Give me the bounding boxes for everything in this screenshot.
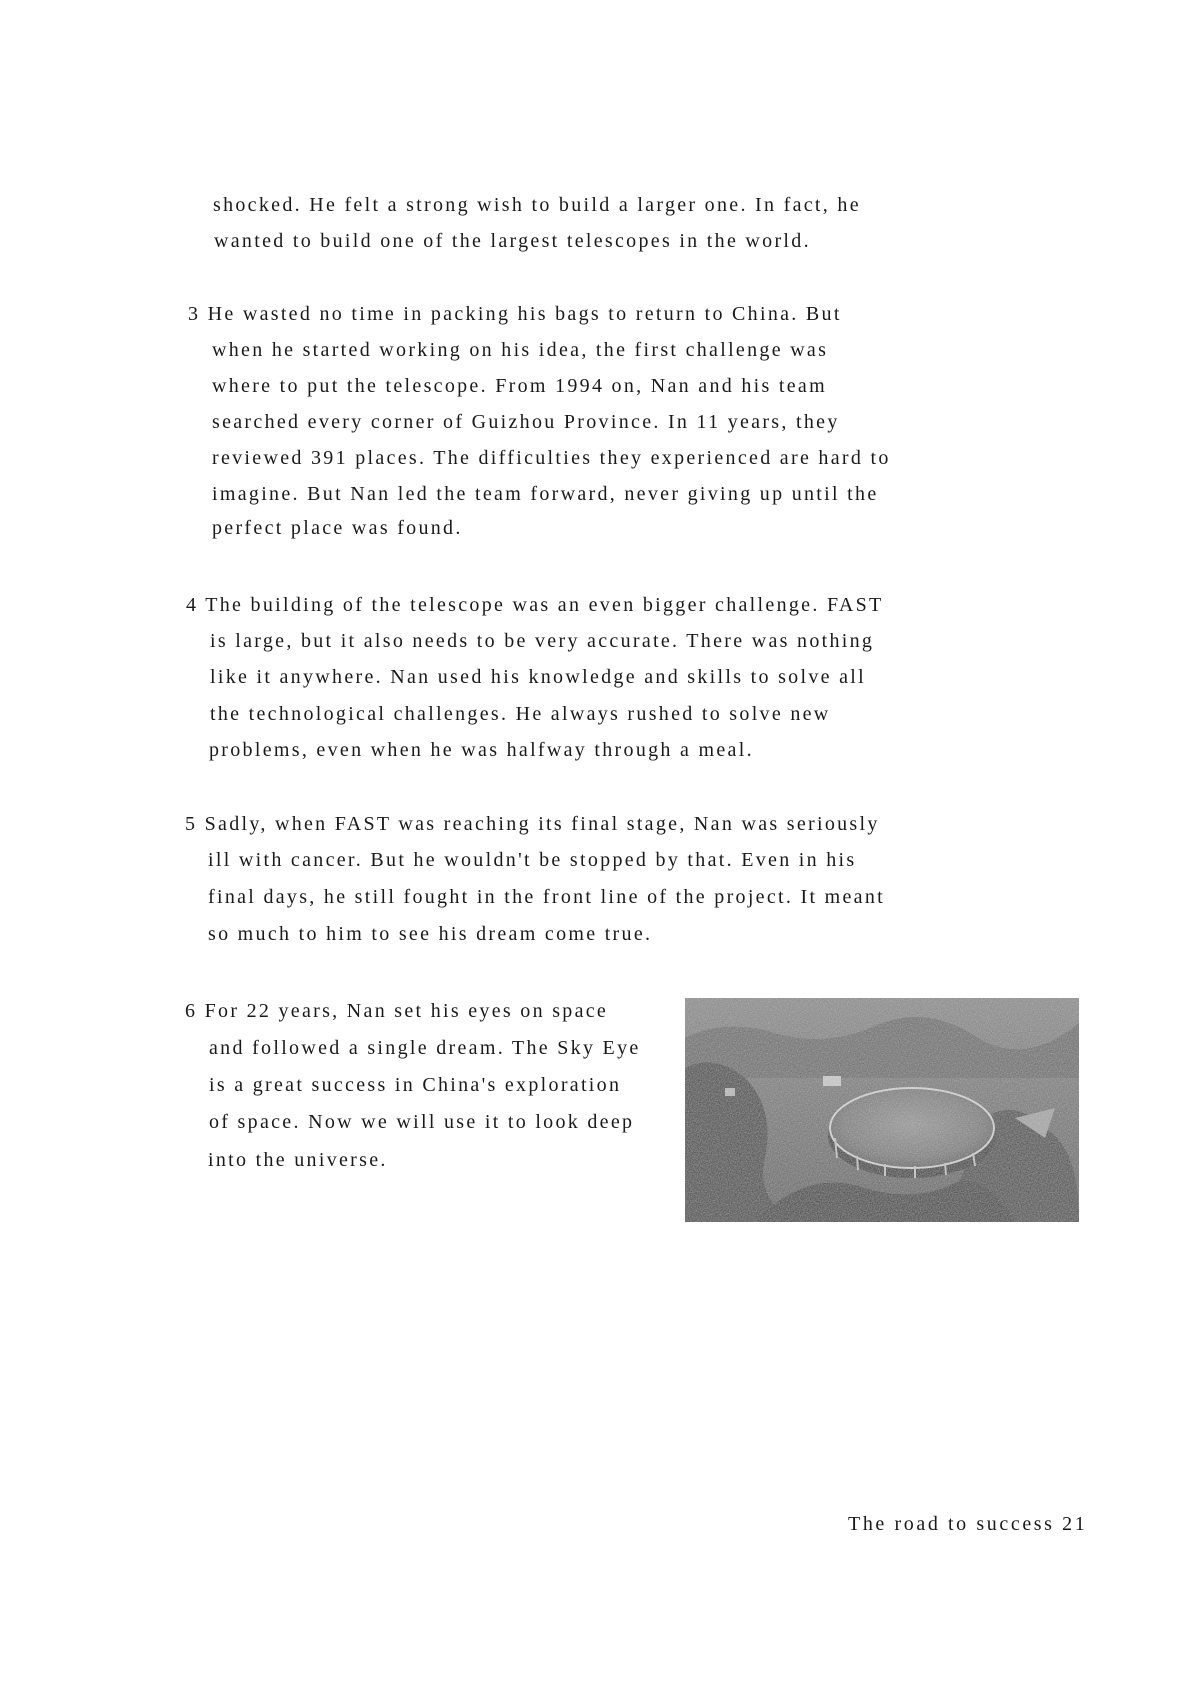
paragraph-4-line: 4 The building of the telescope was an even bigger challenge. FAST (186, 594, 884, 616)
continuation-line: wanted to build one of the largest telescopes in the world. (214, 230, 811, 252)
paragraph-6-line: of space. Now we will use it to look deep (209, 1111, 635, 1133)
paragraph-5-line: so much to him to see his dream come true. (208, 923, 653, 945)
paragraph-6-line: is a great success in China's exploration (209, 1074, 622, 1096)
paragraph-5-line: final days, he still fought in the front line of the project. It meant (208, 886, 885, 908)
paragraph-4-line: the technological challenges. He always rushed to solve new (210, 703, 831, 725)
paragraph-3-line: 3 He wasted no time in packing his bags to return to China. But (188, 303, 842, 325)
paragraph-6-line: 6 For 22 years, Nan set his eyes on space (185, 1000, 609, 1022)
paragraph-4-line: problems, even when he was halfway through a meal. (209, 739, 754, 761)
paragraph-4-line: is large, but it also needs to be very accurate. There was nothing (210, 630, 875, 652)
paragraph-3-line: searched every corner of Guizhou Province. In 11 years, they (212, 411, 840, 433)
telescope-photo (685, 998, 1079, 1222)
paragraph-6-line: and followed a single dream. The Sky Eye (209, 1037, 641, 1059)
paragraph-5-line: 5 Sadly, when FAST was reaching its final stage, Nan was seriously (185, 813, 880, 835)
paragraph-3-line: perfect place was found. (212, 517, 463, 539)
paragraph-5-line: ill with cancer. But he wouldn't be stopped by that. Even in his (208, 849, 857, 871)
paragraph-3-line: where to put the telescope. From 1994 on, Nan and his team (212, 375, 827, 397)
paragraph-3-line: reviewed 391 places. The difficulties they experienced are hard to (212, 447, 891, 469)
continuation-line: shocked. He felt a strong wish to build a larger one. In fact, he (213, 194, 861, 216)
paragraph-3-line: when he started working on his idea, the first challenge was (212, 339, 829, 361)
paragraph-6-line: into the universe. (208, 1149, 388, 1171)
paragraph-3-line: imagine. But Nan led the team forward, never giving up until the (212, 483, 879, 505)
paragraph-4-line: like it anywhere. Nan used his knowledge and skills to solve all (210, 666, 866, 688)
page-footer: The road to success 21 (848, 1513, 1088, 1535)
